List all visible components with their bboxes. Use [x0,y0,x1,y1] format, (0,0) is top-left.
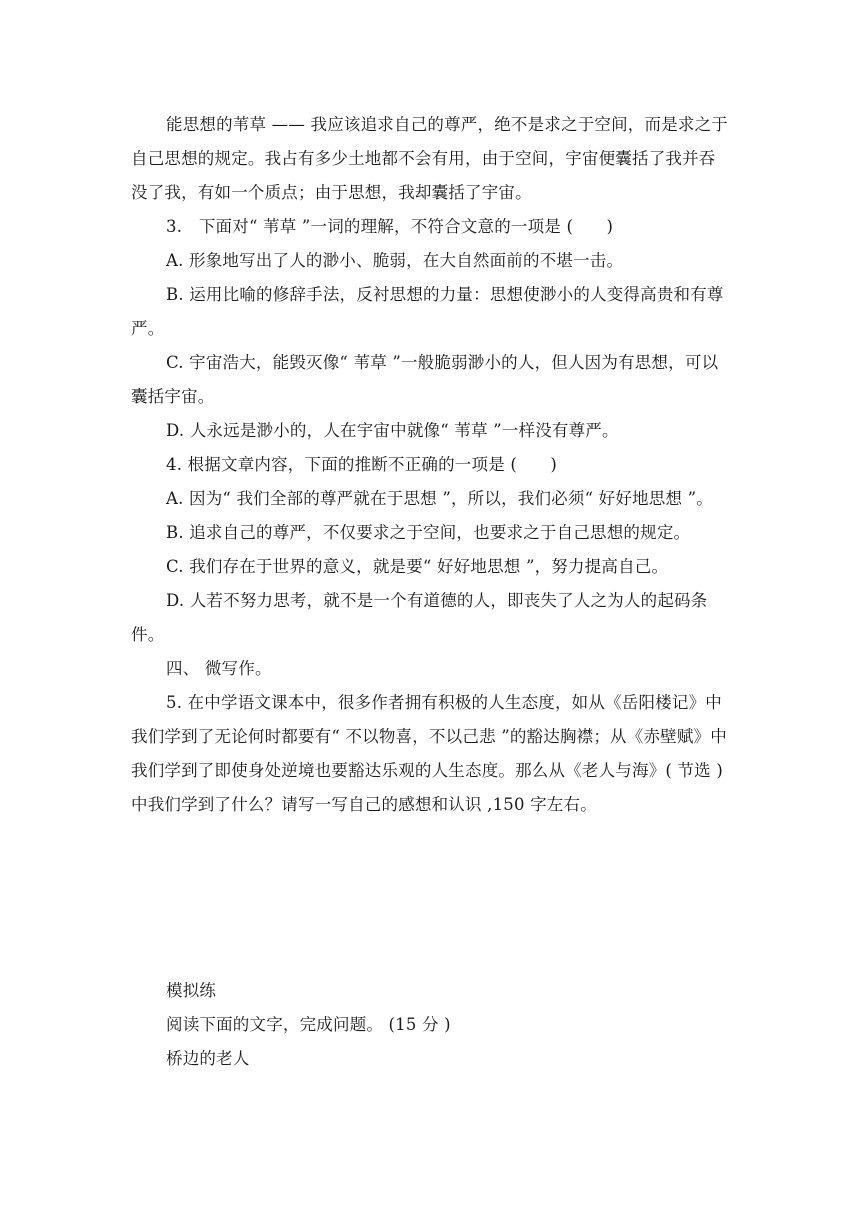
document-body [131,108,731,1076]
question-3-option-a: A. 形象地写出了人的渺小、脆弱，在大自然面前的不堪一击。 [166,251,624,270]
practice-heading: 模拟练 [166,981,217,1000]
passage-paragraph: 能思想的苇草 —— 我应该追求自己的尊严，绝不是求之于空间，而是求之于自己思想的规定。我占有多少土地都不会有用，由于空间，宇宙便囊括了我并吞没了我，有如一个质点；由于思想，我却囊括了宇宙。 [131,115,728,202]
question-3-option-c: C. 宇宙浩大，能毁灭像“ 苇草 ”一般脆弱渺小的人，但人因为有思想，可以囊括宇宙。 [131,353,719,406]
question-4-option-c: C. 我们存在于世界的意义，就是要“ 好好地思想 ”，努力提高自己。 [166,557,669,576]
reading-instruction: 阅读下面的文字，完成问题。 (15 分 ) [166,1015,451,1034]
section-heading-micro-writing: 四、 微写作。 [166,659,272,678]
question-3-option-d: D. 人永远是渺小的，人在宇宙中就像“ 苇草 ”一样没有尊严。 [166,421,619,440]
question-3-option-b: B. 运用比喻的修辞手法，反衬思想的力量：思想使渺小的人变得高贵和有尊严。 [131,285,724,338]
passage-title: 桥边的老人 [166,1049,250,1068]
question-4-option-a: A. 因为“ 我们全部的尊严就在于思想 ”，所以，我们必须“ 好好地思想 ”。 [166,489,713,508]
question-4-stem: 4. 根据文章内容，下面的推断不正确的一项是 ( ) [166,455,558,474]
question-4-option-b: B. 追求自己的尊严，不仅要求之于空间，也要求之于自己思想的规定。 [166,523,691,542]
question-5-prompt: 5. 在中学语文课本中，很多作者拥有积极的人生态度，如从《岳阳楼记》中我们学到了无论何时都要有“ 不以物喜，不以己悲 ”的豁达胸襟；从《赤壁赋》中我们学到了即使身处逆境也要豁达乐观的人生态度。那么从《老人与海》( 节选 ) 中我们学到了什么？请写一写自己的感想和认识 ,150 字左右。 [131,693,727,814]
blank-space [131,822,731,974]
question-3-stem: 3. 下面对“ 苇草 ”一词的理解，不符合文意的一项是 ( ) [166,217,614,236]
question-4-option-d: D. 人若不努力思考，就不是一个有道德的人，即丧失了人之为人的起码条件。 [131,591,708,644]
